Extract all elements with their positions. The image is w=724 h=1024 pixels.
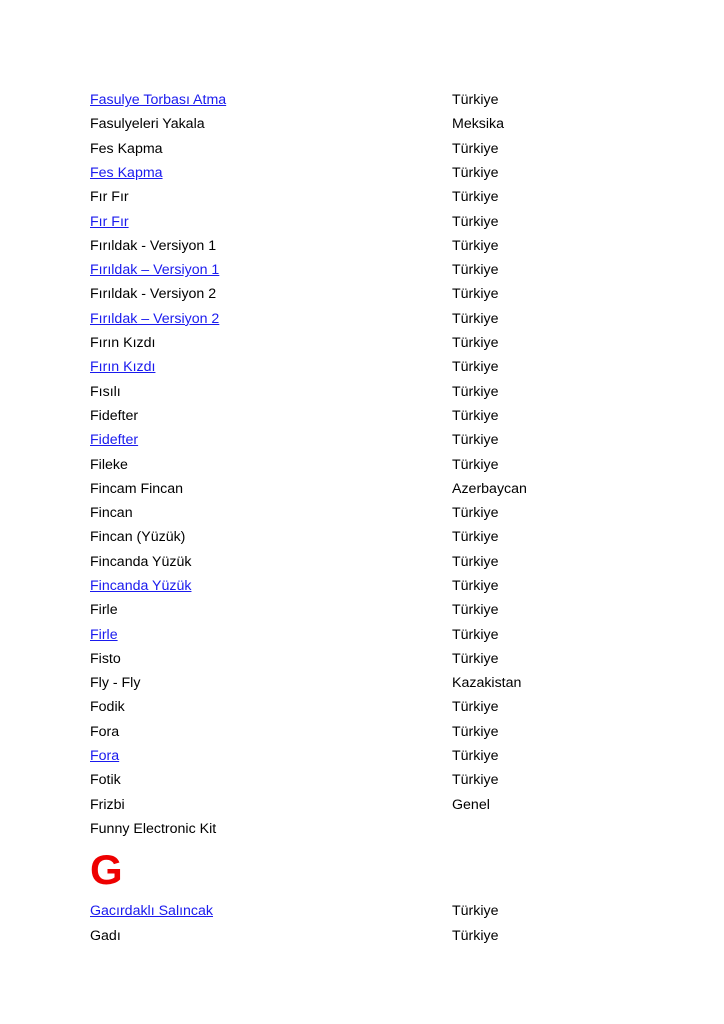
name-cell [90, 336, 452, 350]
game-name: Funny Electronic Kit [90, 820, 217, 837]
list-row [90, 768, 650, 792]
list-row [90, 899, 650, 923]
country-cell: Türkiye [452, 164, 499, 181]
game-name: Fes Kapma [90, 140, 163, 157]
game-name-link[interactable]: Fidefter [90, 432, 139, 449]
name-cell [90, 530, 452, 544]
game-name: Fırın Kızdı [90, 335, 156, 352]
name-cell [90, 628, 452, 642]
name-cell [90, 385, 452, 399]
name-cell [90, 482, 452, 496]
country-cell: Türkiye [452, 359, 499, 376]
country-cell: Türkiye [452, 553, 499, 570]
game-name-link[interactable]: Fır Fır [90, 213, 129, 230]
country-cell: Türkiye [452, 927, 499, 944]
game-name-link[interactable]: Fırın Kızdı [90, 359, 156, 376]
name-cell [90, 676, 452, 690]
game-name: Fincam Fincan [90, 480, 184, 497]
country-cell: Türkiye [452, 92, 499, 109]
list-row [90, 525, 650, 549]
f-section-rows [90, 88, 650, 841]
name-cell [90, 555, 452, 569]
country-cell: Genel [452, 796, 490, 813]
game-name: Fırıldak - Versiyon 2 [90, 286, 217, 303]
list-row [90, 574, 650, 598]
country-cell: Meksika [452, 116, 505, 133]
game-name: Fincan [90, 505, 133, 522]
game-name: Firle [90, 602, 118, 619]
game-name: Fincanda Yüzük [90, 553, 192, 570]
country-cell: Türkiye [452, 699, 499, 716]
game-name: Fisto [90, 650, 121, 667]
country-cell: Türkiye [452, 577, 499, 594]
game-name: Fırıldak - Versiyon 1 [90, 237, 217, 254]
game-name: Fotik [90, 772, 121, 789]
name-cell [90, 190, 452, 204]
name-cell [90, 409, 452, 423]
country-cell: Türkiye [452, 772, 499, 789]
country-cell: Türkiye [452, 213, 499, 230]
game-name-link[interactable]: Fora [90, 748, 120, 765]
country-cell: Türkiye [452, 650, 499, 667]
list-row [90, 88, 650, 112]
game-name: Fly - Fly [90, 675, 141, 692]
name-cell [90, 433, 452, 447]
name-cell [90, 142, 452, 156]
name-cell [90, 773, 452, 787]
list-row [90, 404, 650, 428]
name-cell [90, 239, 452, 253]
name-cell [90, 93, 452, 107]
name-cell [90, 929, 452, 943]
name-cell [90, 117, 452, 131]
name-cell [90, 506, 452, 520]
game-name-link[interactable]: Fırıldak – Versiyon 1 [90, 262, 220, 279]
game-name-link[interactable]: Fes Kapma [90, 164, 163, 181]
game-name: Gadı [90, 927, 121, 944]
name-cell [90, 749, 452, 763]
name-cell [90, 166, 452, 180]
country-cell: Türkiye [452, 286, 499, 303]
list-row [90, 501, 650, 525]
list-row [90, 428, 650, 452]
country-cell: Türkiye [452, 407, 499, 424]
country-cell: Türkiye [452, 335, 499, 352]
list-row [90, 355, 650, 379]
list-row [90, 477, 650, 501]
list-row [90, 161, 650, 185]
name-cell [90, 287, 452, 301]
name-cell [90, 603, 452, 617]
game-name-link[interactable]: Fincanda Yüzük [90, 577, 192, 594]
country-cell: Türkiye [452, 432, 499, 449]
list-row [90, 209, 650, 233]
game-name: Fincan (Yüzük) [90, 529, 186, 546]
country-cell: Türkiye [452, 456, 499, 473]
list-row [90, 307, 650, 331]
list-row [90, 331, 650, 355]
game-name: Fır Fır [90, 189, 129, 206]
list-row [90, 720, 650, 744]
country-cell: Türkiye [452, 602, 499, 619]
game-name: Fodik [90, 699, 125, 716]
list-row [90, 817, 650, 841]
name-cell [90, 312, 452, 326]
country-cell: Türkiye [452, 310, 499, 327]
name-cell [90, 700, 452, 714]
list-row [90, 924, 650, 948]
game-name: Fora [90, 723, 120, 740]
list-row [90, 793, 650, 817]
section-letter-heading: G [90, 846, 123, 894]
country-cell: Türkiye [452, 140, 499, 157]
list-row [90, 695, 650, 719]
country-cell: Türkiye [452, 505, 499, 522]
list-row [90, 671, 650, 695]
country-cell: Azerbaycan [452, 480, 527, 497]
country-cell: Türkiye [452, 383, 499, 400]
country-cell: Türkiye [452, 237, 499, 254]
list-row [90, 623, 650, 647]
list-row [90, 744, 650, 768]
g-section-rows [90, 899, 650, 948]
list-row [90, 598, 650, 622]
name-cell [90, 904, 452, 918]
name-cell [90, 652, 452, 666]
game-name: Fidefter [90, 407, 139, 424]
name-cell [90, 579, 452, 593]
list-row [90, 282, 650, 306]
list-row [90, 550, 650, 574]
name-cell [90, 215, 452, 229]
country-cell: Türkiye [452, 903, 499, 920]
name-cell [90, 798, 452, 812]
list-row [90, 137, 650, 161]
game-name: Fasulyeleri Yakala [90, 116, 205, 133]
country-cell: Türkiye [452, 748, 499, 765]
game-name: Fısılı [90, 383, 121, 400]
list-row [90, 234, 650, 258]
list-row [90, 452, 650, 476]
name-cell [90, 725, 452, 739]
name-cell [90, 263, 452, 277]
game-name: Fileke [90, 456, 128, 473]
game-name: Frizbi [90, 796, 125, 813]
game-name-link[interactable]: Fırıldak – Versiyon 2 [90, 310, 220, 327]
game-name-link[interactable]: Firle [90, 626, 118, 643]
list-row [90, 647, 650, 671]
country-cell: Türkiye [452, 262, 499, 279]
country-cell: Türkiye [452, 189, 499, 206]
country-cell: Kazakistan [452, 675, 522, 692]
game-name-link[interactable]: Fasulye Torbası Atma [90, 92, 227, 109]
list-row [90, 258, 650, 282]
list-row [90, 185, 650, 209]
name-cell [90, 458, 452, 472]
game-name-link[interactable]: Gacırdaklı Salıncak [90, 903, 214, 920]
list-row [90, 112, 650, 136]
country-cell: Türkiye [452, 626, 499, 643]
country-cell: Türkiye [452, 529, 499, 546]
country-cell: Türkiye [452, 723, 499, 740]
game-list [90, 88, 650, 948]
name-cell [90, 360, 452, 374]
name-cell [90, 822, 452, 836]
list-row [90, 380, 650, 404]
